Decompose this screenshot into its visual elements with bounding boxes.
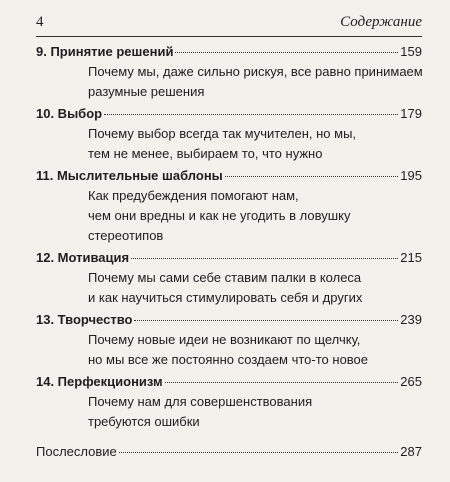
dot-leader [175, 52, 398, 53]
running-title: Содержание [340, 14, 422, 30]
toc-entry-description [36, 62, 422, 102]
description-line: но мы все же постоянно создаем что-то новое [88, 352, 369, 367]
toc-entry-title: 13. Творчество [36, 312, 133, 327]
toc-entry-page: 215 [400, 250, 422, 265]
toc-entry-page: 265 [400, 374, 422, 389]
toc-entry-title: Послесловие [36, 444, 117, 459]
description-line: требуются ошибки [88, 414, 200, 429]
toc-entry-title: 10. Выбор [36, 106, 103, 121]
toc-entry-description [36, 268, 422, 308]
toc-entry-title: 12. Мотивация [36, 250, 130, 265]
description-line: Как предубеждения помогают нам, [88, 188, 299, 203]
dot-leader [225, 176, 399, 177]
toc-entry-description [36, 392, 422, 432]
toc-entry-title: 11. Мыслительные шаблоны [36, 168, 223, 183]
toc-entry-description [36, 330, 422, 370]
description-line: разумные решения [88, 84, 205, 99]
toc-entry-description [36, 124, 422, 164]
toc-entry-description [36, 186, 422, 246]
toc-entry-title: 9. Принятие решений [36, 44, 174, 59]
dot-leader [104, 114, 398, 115]
toc-entry-14 [36, 372, 422, 432]
toc-entry-11 [36, 166, 422, 246]
dot-leader [119, 452, 399, 453]
description-line: Почему нам для совершенствования [88, 394, 313, 409]
toc-entry-10 [36, 104, 422, 164]
toc-entry-page: 239 [400, 312, 422, 327]
description-line: чем они вредны и как не угодить в ловушку [88, 208, 351, 223]
description-line: Почему мы сами себе ставим палки в колеса [88, 270, 362, 285]
description-line: тем не менее, выбираем то, что нужно [88, 146, 323, 161]
dot-leader [131, 258, 398, 259]
dot-leader [165, 382, 399, 383]
toc-entry-9 [36, 42, 422, 102]
page-number: 4 [36, 14, 44, 30]
toc-entry-13 [36, 310, 422, 370]
description-line: Почему мы, даже сильно рискуя, все равно принимаем [88, 64, 423, 79]
toc-entry-page: 159 [400, 44, 422, 59]
table-of-contents [36, 42, 422, 462]
toc-entry-12 [36, 248, 422, 308]
toc-entry-afterword [36, 442, 422, 462]
toc-entry-title: 14. Перфекционизм [36, 374, 163, 389]
dot-leader [134, 320, 398, 321]
spacer [36, 434, 422, 442]
toc-entry-page: 287 [400, 444, 422, 459]
toc-entry-page: 195 [400, 168, 422, 183]
toc-entry-page: 179 [400, 106, 422, 121]
description-line: Почему выбор всегда так мучителен, но мы, [88, 126, 357, 141]
description-line: стереотипов [88, 228, 164, 243]
description-line: Почему новые идеи не возникают по щелчку, [88, 332, 361, 347]
description-line: и как научиться стимулировать себя и других [88, 290, 363, 305]
page-header [36, 12, 422, 37]
